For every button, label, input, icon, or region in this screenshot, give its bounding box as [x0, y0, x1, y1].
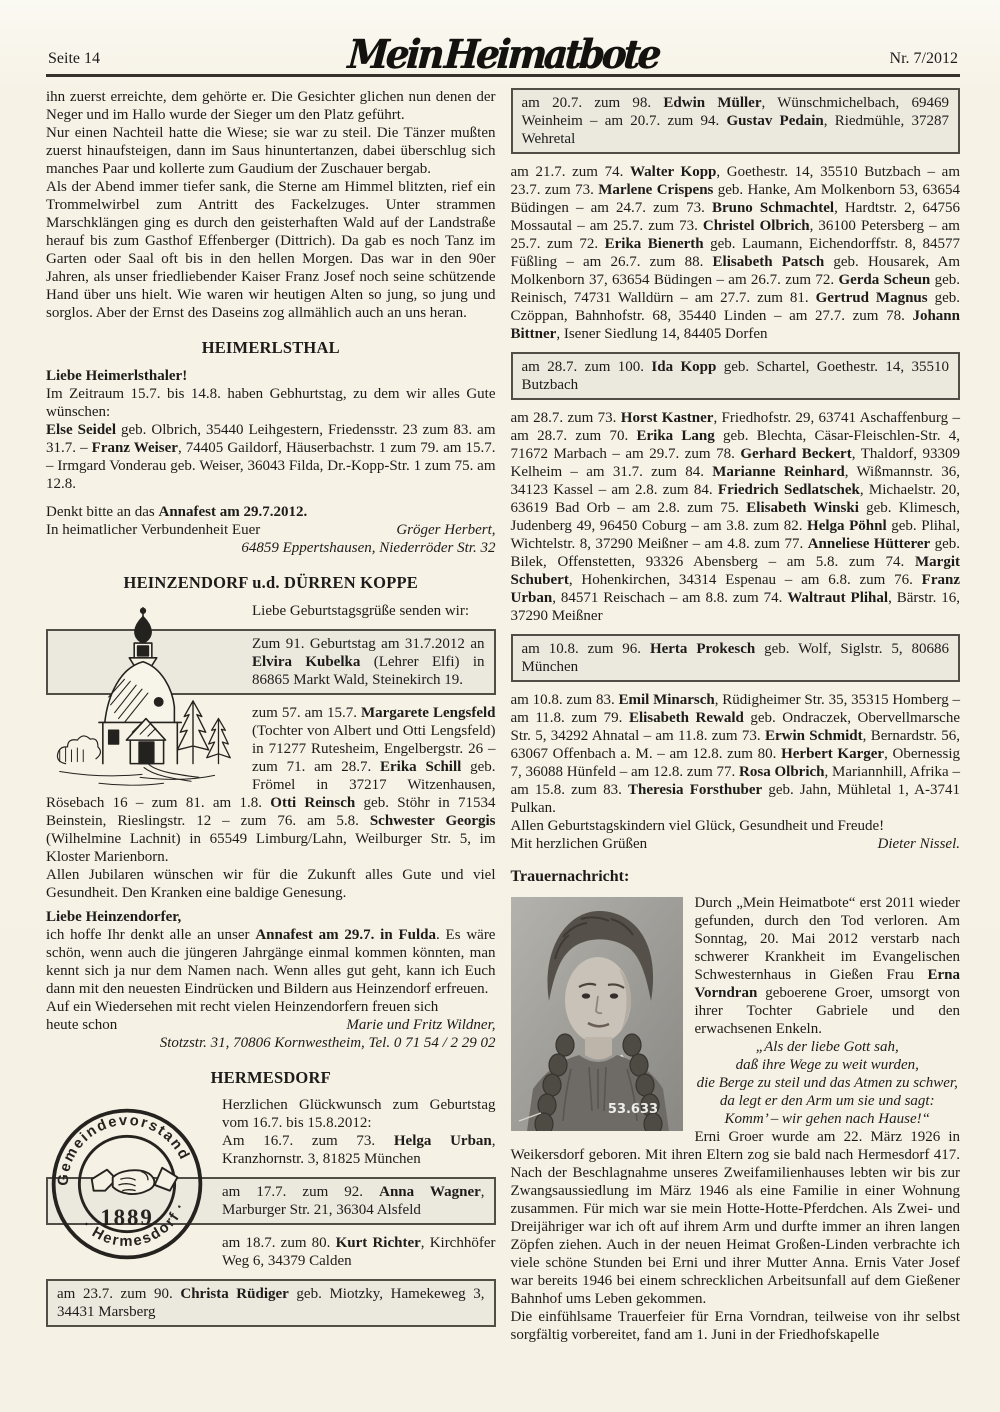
- birthday-list-july-august: am 28.7. zum 73. Horst Kastner, Friedhofstr. 29, 63741 Aschaffenburg – am 28.7. zum 70. Erika Lang geb. Blechta, Cäsar-Fleischlen-Str. 4, 71672 Marbach – am 29.7. zum 78. Gerhard Beckert, Thaldorf, 93309 Kelheim – am 31.7. zum 84. Marianne Reinhard, Wißmannstr. 36, 34123 Kassel – am 2.8. zum 84. Friedrich Sedlatschek, Michaelstr. 20, 63619 Bad Orb – am 2.8. zum 75. Elisabeth Winski geb. Klimesch, Judenberg 49, 96450 Coburg – am 3.8. zum 82. Helga Pöhnl geb. Plihal, Wichtelstr. 8, 37290 Meißner – am 4.8. zum 77. Anneliese Hütterer geb. Bilek, Offenstetten, 93326 Abensberg – am 5.8. zum 74. Margit Schubert, Hohenkirchen, 34314 Espenau – am 6.8. zum 76. Franz Urban, 84571 Reischach – am 8.8. zum 74. Waltraut Plihal, Bärstr. 16, 37290 Meißner: [510, 410, 961, 624]
- masthead-title: Mein Heimatbote: [346, 30, 660, 78]
- obituary-paragraph: Durch „Mein Heimatbote“ erst 2011 wieder gefunden, durch den Tod verloren. Am Sonntag, 20. Mai 2012 verstarb nach schwerer Krankheit im Evangelischen Schwesternhaus in Gießen Frau Erna Vorndran geboerene Groer, umsorgt von ihrer Tochter Gabriele und den erwachsenen Enkeln.: [694, 895, 960, 1038]
- community-seal: [46, 1100, 208, 1268]
- heinzendorf-greeting: Liebe Geburtstagsgrüße senden wir:: [252, 602, 470, 619]
- heinzendorf-birthday-list: zum 57. am 15.7. Margarete Lengsfeld (Tochter von Albert und Otti Lengsfeld) in 71277 Rutesheim, Engelbergstr. 26 – zum 71. am 28.7. Erika Schill geb. Frömel in 37217 Witzenhausen, Rösebach 16 – zum 81. am 1.8. Otti Reinsch geb. Stöhr in 71534 Beinstein, Rieslingstr. 12 – zum 76. am 5.8. Schwester Georgis (Wilhelmine Lachnit) in 65549 Limburg/Lahn, Weilburger Str. 5, im Kloster Marienborn.: [46, 704, 496, 865]
- right-column: [511, 88, 961, 1344]
- birthday-wishes: Allen Geburtstagskindern viel Glück, Gesundheit und Freude!: [510, 818, 885, 834]
- obituary-block: [511, 894, 961, 1344]
- section-title-heinzendorf: HEINZENDORF u.d. DÜRREN KOPPE: [123, 572, 418, 592]
- heimerlsthal-signature-address: 64859 Eppertshausen, Niederröder Str. 32: [241, 539, 496, 556]
- wagner-entry: am 17.7. zum 92. Anna Wagner, Marburger Str. 21, 36304 Alsfeld: [222, 1184, 485, 1219]
- obituary-biography: Erni Groer wurde am 22. März 1926 in Weikersdorf geboren. Mit ihren Eltern zog sie bald nach Hermesdorf 417. Nach der Beschlagnahme unseres Zweifamilienhauses lebten wir bis zur Zwangsaussiedlung im März 1946 als eine Familie in einer Wohnung zusammen. Für mich war sie mein Hotte-Hotte-Pferdchen. Als Zwei- und Dreijähriger war ich oft auf ihrem Arm und durfte immer an ihren langen Zöpfen ziehen. Auch in der neuen Heimat Großen-Linden verbrachte ich viele schöne Stunden bei Erni und ihrer Mutter Anna. Ernis Vater Josef war bereits 1946 bei einem schrecklichen Arbeitsunfall auf dem Gießener Bahnhof ums Leben gekommen.: [510, 1129, 960, 1308]
- left-column: [46, 88, 496, 1344]
- portrait-photo: [511, 897, 683, 1131]
- page-header: [46, 14, 960, 77]
- intro-paragraph: Nur einen Nachteil hatte die Wiese; sie war zu steil. Die Tänzer mußten zuerst hinaufsteigen, dann im Saus hinuntertanzen, dabei überschlug sich manches Paar und kollerte zum Gaudium der Zuschauer bergab.: [46, 125, 496, 177]
- greetings-row: [511, 835, 961, 853]
- highlight-box-mueller-pedain: [511, 88, 961, 154]
- birthday-list-july: am 21.7. zum 74. Walter Kopp, Goethestr. 14, 35510 Butzbach – am 23.7. zum 73. Marlene Crispens geb. Hanke, Am Molkenborn 53, 63654 Büdingen – am 24.7. zum 73. Bruno Schmachtel, Hardtstr. 2, 64756 Mossautal – am 25.7. zum 73. Christel Olbrich, 36100 Petersberg – am 25.7. zum 72. Erika Bienerth geb. Laumann, Eichendorffstr. 8, 84577 Füßling – am 26.7. zum 88. Elisabeth Patsch geb. Housarek, Am Molkenborn 37, 63654 Büdingen – am 26.7. zum 72. Gerda Scheun geb. Reinisch, 74731 Walldürn – am 27.7. zum 81. Gertrud Magnus geb. Czöppan, Bahnhofstr. 68, 35440 Linden – am 27.7. zum 78. Johann Bittner, Isener Siedlung 14, 84405 Dorfen: [510, 164, 961, 342]
- church-illustration: [46, 602, 242, 790]
- birthday-list-august: am 10.8. zum 83. Emil Minarsch, Rüdigheimer Str. 35, 35315 Homberg – am 11.8. zum 79. Elisabeth Rewald geb. Ondraczek, Obervellmarsche Str. 5, 34292 Ahnatal – am 11.8. zum 73. Erwin Schmidt, Bernardstr. 56, 63067 Offenbach a. M. – am 12.8. zum 80. Herbert Karger, Obernessig 7, 36088 Hünfeld – am 12.8. zum 77. Rosa Olbrich, Mariannhill, Afrika – am 15.8. zum 83. Theresia Forsthuber geb. Jahn, Mühletal 1, A-3741 Pulkan.: [510, 692, 961, 816]
- section-title-heimerlsthal: HEIMERLSTHAL: [201, 338, 340, 357]
- bush: [57, 736, 100, 764]
- poem-line: da legt er den Arm um sie und sagt:: [719, 1093, 935, 1110]
- heimerlsthal-closing: In heimatlicher Verbundenheit Euer: [46, 521, 261, 538]
- heinzendorf-closing-row: [46, 1016, 496, 1034]
- heimerlsthal-closing-row: [46, 521, 496, 539]
- seal-top-text: Gemeindevorstand: [55, 1113, 193, 1187]
- highlight-box-ruediger: [46, 1279, 496, 1327]
- onion-dome: [135, 616, 151, 642]
- heimerlsthal-intro: Im Zeitraum 15.7. bis 14.8. haben Gebhurtstag, zu dem wir alles Gute wünschen:: [46, 385, 496, 420]
- heimerlsthal-birthday-list: Else Seidel geb. Olbrich, 35440 Leihgestern, Friedensstr. 23 zum 83. am 31.7. – Franz Weiser, 74405 Gaildorf, Häuserbachstr. 1 zum 79. am 15.7. – Irmgard Vonderau geb. Weiser, 36043 Filda, Dr.-Kopp-Str. 1 zum 75. am 12.8.: [46, 421, 496, 492]
- hermesdorf-block: [46, 1096, 496, 1327]
- kubelka-entry: Zum 91. Geburtstag am 31.7.2012 an Elvira Kubelka (Lehrer Elfi) in 86865 Markt Wald, Steinekirch 19.: [252, 635, 485, 688]
- heinzendorf-signature-address: Stotzstr. 31, 70806 Kornwestheim, Tel. 0 71 54 / 2 29 02: [159, 1034, 496, 1051]
- heinzendorf-annafest-note: ich hoffe Ihr denkt alle an unser Annafest am 29.7. in Fulda. Es wäre schön, wenn auch die jüngeren Jahrgänge einmal kommen könnten, man kennt sich ja nur dem Namen nach. Wenn alles gut geht, kann ich Euch dann mit den neuesten Eindrücken und Bildern aus Heinzendorf erfreuen.: [46, 926, 496, 997]
- heimerlsthal-salutation: Liebe Heimerlsthaler!: [46, 367, 188, 384]
- heimerlsthal-signature-name: Gröger Herbert,: [396, 521, 496, 538]
- ruediger-entry: am 23.7. zum 90. Christa Rüdiger geb. Miotzky, Hamekeweg 3, 34431 Marsberg: [57, 1286, 485, 1321]
- heinzendorf-signature-name: Marie und Fritz Wildner,: [346, 1016, 496, 1033]
- prokesch-entry: am 10.8. zum 96. Herta Prokesch geb. Wolf, Siglstr. 5, 80686 München: [521, 641, 950, 675]
- photo-archive-number: 53.633: [607, 1102, 658, 1118]
- page-number-label: Seite 14: [48, 50, 100, 67]
- heinzendorf-farewell: Auf ein Wiedersehen mit recht vielen Heinzendorfern freuen sich: [46, 998, 439, 1015]
- poem-line: „Als der liebe Gott sah,: [755, 1039, 899, 1056]
- issue-number-label: Nr. 7/2012: [889, 50, 958, 67]
- poem-line: die Berge zu steil und das Atmen zu schwer,: [696, 1075, 958, 1092]
- mueller-pedain-entry: am 20.7. zum 98. Edwin Müller, Wünschmichelbach, 69469 Weinheim – am 20.7. zum 94. Gustav Pedain, Riedmühle, 37287 Wehretal: [521, 95, 950, 147]
- pine-trees: [177, 700, 208, 763]
- obituary-funeral-note: Die einfühlsame Trauerfeier für Erna Vorndran, teilweise von ihr selbst sorgfältig vorbereitet, fand am 1. Juni in der Friedhofskapelle: [510, 1309, 960, 1344]
- ida-kopp-entry: am 28.7. zum 100. Ida Kopp geb. Schartel, Goethestr. 14, 35510 Butzbach: [521, 359, 949, 393]
- heimerlsthal-annafest-note: Denkt bitte an das Annafest am 29.7.2012.: [46, 503, 308, 520]
- highlight-box-prokesch: [511, 634, 961, 682]
- hermesdorf-entry-richter: am 18.7. zum 80. Kurt Richter, Kirchhöfer Weg 6, 34379 Calden: [222, 1235, 496, 1270]
- section-title-hermesdorf: HERMESDORF: [210, 1067, 331, 1087]
- heinzendorf-closing: heute schon: [46, 1016, 118, 1033]
- poem-line: daß ihre Wege zu weit wurden,: [735, 1057, 919, 1074]
- highlight-box-ida-kopp: [511, 352, 961, 400]
- obituary-title: Trauernachricht:: [510, 868, 630, 885]
- heinzendorf-wishes: Allen Jubilaren wünschen wir für die Zukunft alles Gute und viel Gesundheit. Den Kranken eine baldige Genesung.: [46, 866, 496, 901]
- heinzendorf-salutation: Liebe Heinzendorfer,: [46, 908, 182, 925]
- handshake-icon: [92, 1168, 178, 1194]
- hermesdorf-entry-urban: Am 16.7. zum 73. Helga Urban, Kranzhornstr. 3, 81825 München: [222, 1133, 496, 1168]
- seal-bottom-text: · Hermesdorf ·: [78, 1199, 190, 1251]
- poem-line: Komm’ – wir gehen nach Hause!“: [724, 1111, 930, 1128]
- intro-paragraph: Als der Abend immer tiefer sank, die Sterne am Himmel blitzten, rief ein Trommelwirbel zum Antritt des Fackelzuges. Unter strammen Marschklängen ging es durch den geisterhaften Wald auf der Landstraße herauf bis zum Gasthof Effenberger (Dittrich). Da gab es noch Tanz im Garten oder Saal oft bis in den hellen Morgen. Das war in den 90er Jahren, als unser friedliebender Kaiser Franz Josef noch seine schützende Hand über uns hielt. Wie waren wir heutigen Alten so jung, so jung und sorglos. Aber der Ernst des Daseins zog allmählich auch an uns heran.: [46, 179, 496, 321]
- heinzendorf-block: [46, 602, 496, 1052]
- intro-paragraph: ihn zuerst erreichte, dem gehörte er. Die Gesichter glichen nun denen der Neger und im Hallo wurde der Sieger um den Platz geführt.: [46, 89, 496, 123]
- hermesdorf-intro: Herzlichen Glückwunsch zum Geburtstag vom 16.7. bis 15.8.2012:: [222, 1097, 496, 1132]
- seal-year: 1889: [100, 1205, 154, 1231]
- greetings-signature: Dieter Nissel.: [877, 836, 960, 852]
- greetings-closing: Mit herzlichen Grüßen: [510, 836, 648, 852]
- page-columns: [46, 88, 960, 1344]
